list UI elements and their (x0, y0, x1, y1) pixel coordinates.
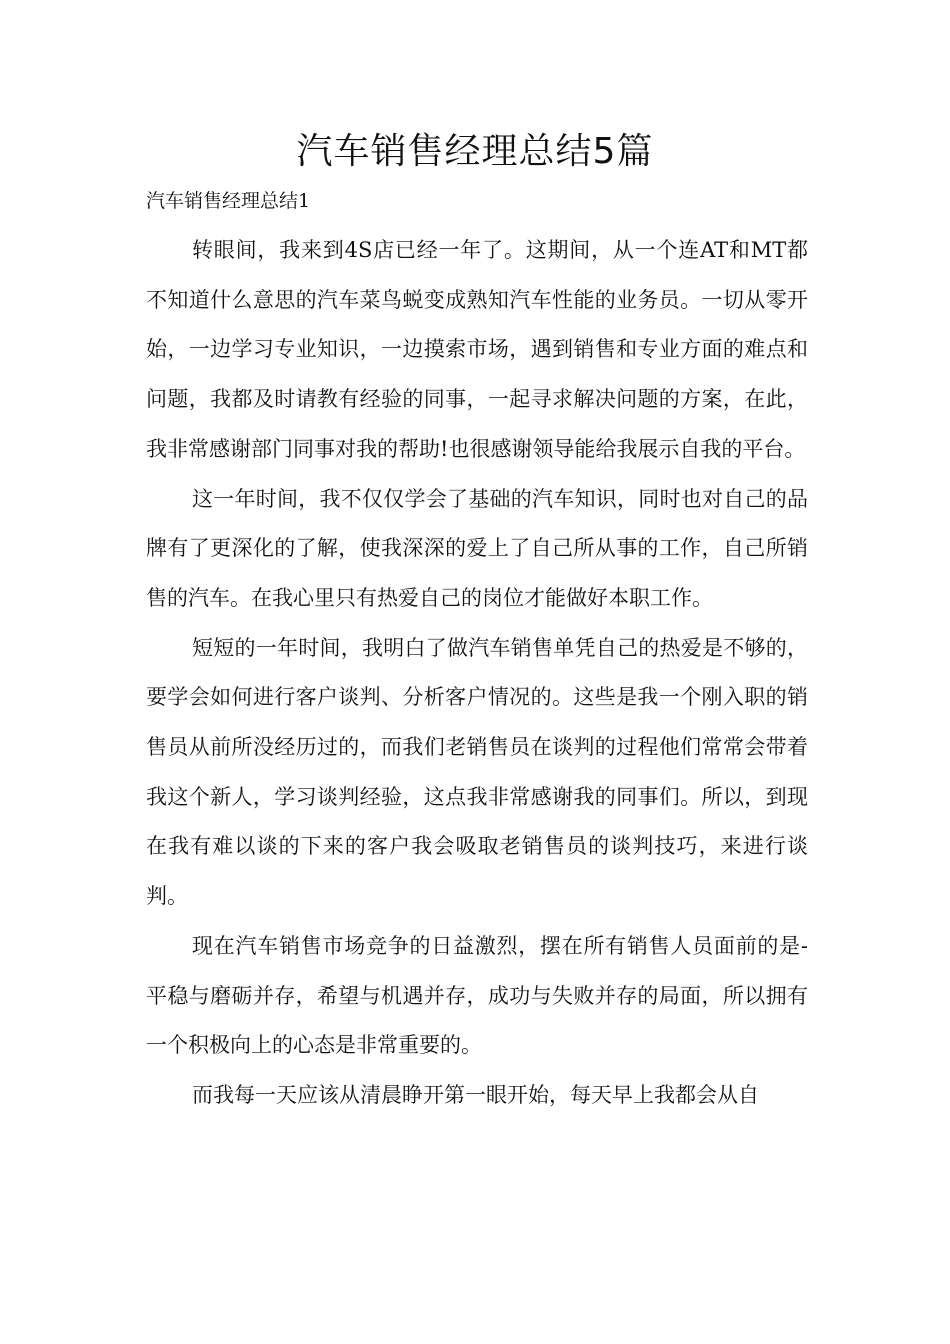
paragraph: 短短的一年时间，我明白了做汽车销售单凭自己的热爱是不够的，要学会如何进行客户谈判、分析客户情况的。这些是我一个刚入职的销售员从前所没经历过的，而我们老销售员在谈判的过程他们常常会带着我这个新人，学习谈判经验，这点我非常感谢我的同事们。所以，到现在我有难以谈的下来的客户我会吸取老销售员的谈判技巧，来进行谈判。 (146, 635, 808, 909)
paragraph: 转眼间，我来到4S店已经一年了。这期间，从一个连AT和MT都不知道什么意思的汽车菜鸟蜕变成熟知汽车性能的业务员。一切从零开始，一边学习专业知识，一边摸索市场，遇到销售和专业方面的难点和问题，我都及时请教有经验的同事，一起寻求解决问题的方案，在此，我非常感谢部门同事对我的帮助!也很感谢领导能给我展示自我的平台。 (146, 238, 808, 461)
document-title: 汽车销售经理总结5篇 (296, 131, 654, 172)
paragraph: 这一年时间，我不仅仅学会了基础的汽车知识，同时也对自己的品牌有了更深化的了解，使我深深的爱上了自己所从事的工作，自己所销售的汽车。在我心里只有热爱自己的岗位才能做好本职工作。 (146, 486, 808, 610)
paragraph: 现在汽车销售市场竞争的日益激烈，摆在所有销售人员面前的是-平稳与磨砺并存，希望与机遇并存，成功与失败并存的局面，所以拥有一个积极向上的心态是非常重要的。 (146, 933, 808, 1058)
section-heading: 汽车销售经理总结1 (146, 190, 311, 212)
paragraph: 而我每一天应该从清晨睁开第一眼开始，每天早上我都会从自 (192, 1082, 759, 1107)
document-body (146, 226, 808, 1121)
